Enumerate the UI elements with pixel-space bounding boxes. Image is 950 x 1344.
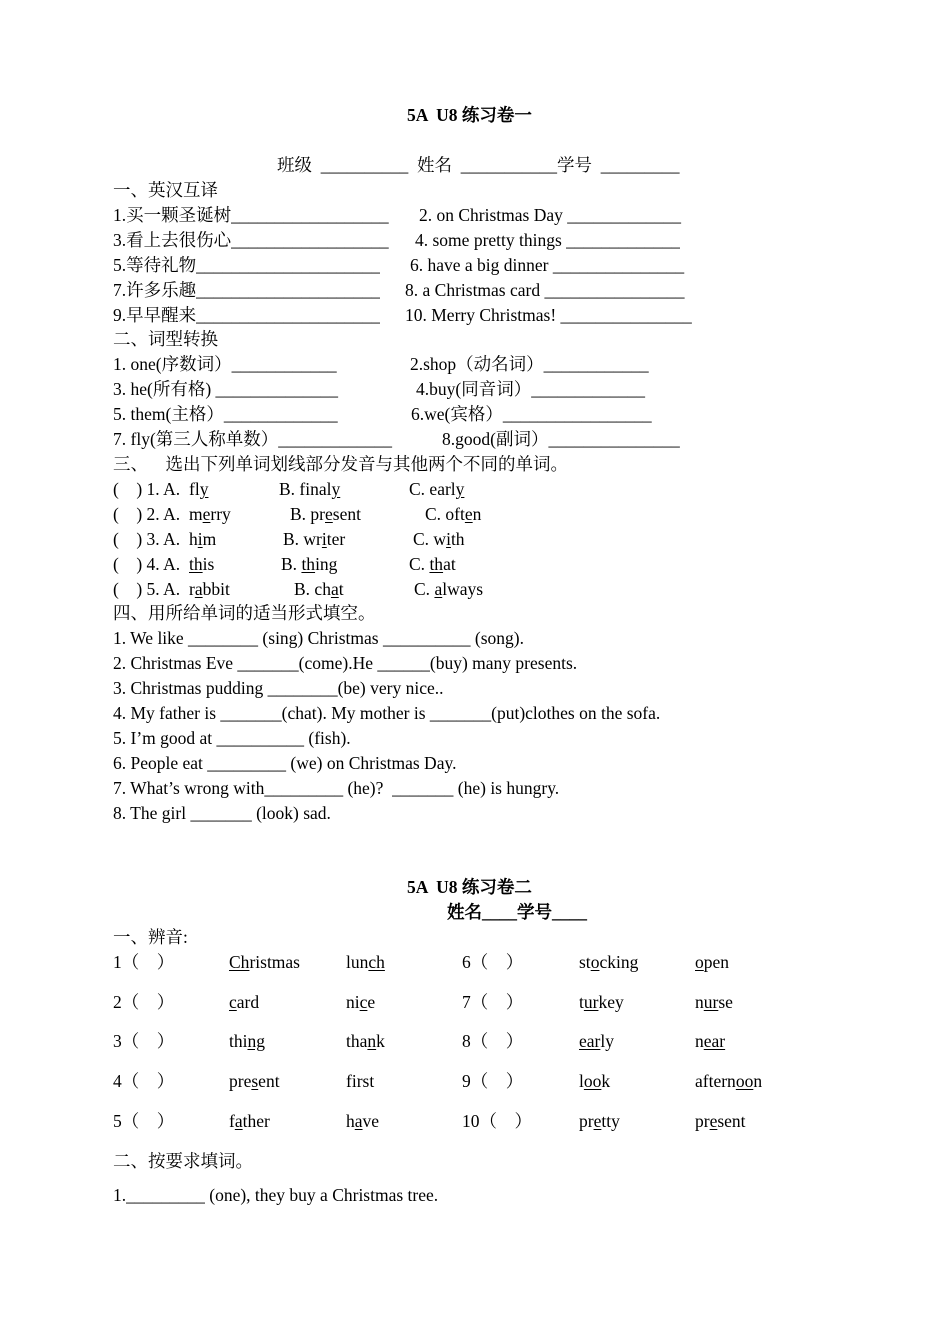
conversion-item: 1. one(序数词）____________ [113,354,341,374]
conversion-item: 6.we(宾格）_________________ [411,404,652,424]
option-a: this [189,554,215,574]
phonics-word: thank [346,1031,385,1051]
question-number: 7（ ） [462,992,524,1012]
fill-blank-item: 5. I’m good at __________ (fish). [113,728,351,748]
phonics-word: nurse [695,992,733,1012]
sheet2-sec1-heading: 一、辨音: [113,927,188,947]
translation-item: 8. a Christmas card ________________ [405,280,685,300]
option-c: C. with [413,529,465,549]
translation-item: 6. have a big dinner _______________ [410,255,685,275]
phonics-word: open [695,952,730,972]
translation-item: 2. on Christmas Day _____________ [419,205,682,225]
phonics-word: lunch [346,952,385,972]
sheet1-student-info: 班级 __________ 姓名 ___________学号 _________ [277,155,680,175]
phonics-word: early [579,1031,614,1051]
fill-blank-item: 1._________ (one), they buy a Christmas tree. [113,1185,439,1205]
phonics-word: afternoon [695,1071,763,1091]
phonics-word: nice [346,992,376,1012]
option-b: B. finaly [279,479,341,499]
fill-blank-item: 4. My father is _______(chat). My mother is _______(put)clothes on the sofa. [113,703,661,723]
sheet1-sec4-heading: 四、用所给单词的适当形式填空。 [113,603,376,623]
conversion-item: 2.shop（动名词）____________ [410,354,649,374]
conversion-item: 5. them(主格）_____________ [113,404,342,424]
conversion-item: 8.good(副词）_______________ [442,429,680,449]
option-a: merry [189,504,231,524]
question-number: ( ) 5. A. [113,579,185,599]
question-number: 4（ ） [113,1071,175,1091]
question-number: 10（ ） [462,1111,532,1131]
fill-blank-item: 8. The girl _______ (look) sad. [113,803,331,823]
question-number: ( ) 1. A. [113,479,185,499]
question-number: ( ) 2. A. [113,504,185,524]
question-number: 2（ ） [113,992,175,1012]
phonics-word: pretty [579,1111,620,1131]
fill-blank-item: 7. What’s wrong with_________ (he)? _______ (he) is hungry. [113,778,560,798]
phonics-word: present [229,1071,280,1091]
option-b: B. writer [283,529,346,549]
question-number: 3（ ） [113,1031,175,1051]
translation-item: 4. some pretty things _____________ [415,230,680,250]
option-a: fly [189,479,209,499]
phonics-word: look [579,1071,611,1091]
option-b: B. present [290,504,361,524]
phonics-word: Christmas [229,952,300,972]
question-number: ( ) 4. A. [113,554,185,574]
phonics-word: father [229,1111,270,1131]
sheet2-title: 5A U8 练习卷二 [407,877,532,897]
fill-blank-item: 6. People eat _________ (we) on Christmas Day. [113,753,457,773]
translation-item: 3.看上去很伤心__________________ [113,230,389,250]
fill-blank-item: 1. We like ________ (sing) Christmas __________ (song). [113,628,524,648]
sheet1-sec1-heading: 一、英汉互译 [113,180,218,200]
sheet1-title: 5A U8 练习卷一 [407,105,532,125]
option-c: C. always [414,579,484,599]
phonics-word: turkey [579,992,624,1012]
option-c: C. often [425,504,482,524]
conversion-item: 7. fly(第三人称单数）_____________ [113,429,397,449]
phonics-word: have [346,1111,380,1131]
conversion-item: 3. he(所有格) ______________ [113,379,343,399]
phonics-word: thing [229,1031,265,1051]
phonics-word: first [346,1071,375,1091]
sheet2-sec2-heading: 二、按要求填词。 [113,1151,253,1171]
translation-item: 10. Merry Christmas! _______________ [405,305,692,325]
conversion-item: 4.buy(同音词）_____________ [416,379,645,399]
phonics-word: present [695,1111,746,1131]
sheet1-sec3-heading: 三、 选出下列单词划线部分发音与其他两个不同的单词。 [113,454,568,474]
fill-blank-item: 3. Christmas pudding ________(be) very nice.. [113,678,444,698]
question-number: ( ) 3. A. [113,529,185,549]
phonics-word: card [229,992,260,1012]
sheet2-student-info: 姓名____学号____ [447,902,587,922]
question-number: 8（ ） [462,1031,524,1051]
option-c: C. early [409,479,465,499]
translation-item: 5.等待礼物_____________________ [113,255,385,275]
option-c: C. that [409,554,456,574]
translation-item: 7.许多乐趣_____________________ [113,280,380,300]
option-a: rabbit [189,579,230,599]
sheet1-sec2-heading: 二、词型转换 [113,329,218,349]
option-b: B. thing [281,554,338,574]
question-number: 6（ ） [462,952,524,972]
option-a: him [189,529,217,549]
translation-item: 1.买一颗圣诞树__________________ [113,205,393,225]
fill-blank-item: 2. Christmas Eve _______(come).He ______(buy) many presents. [113,653,578,673]
question-number: 9（ ） [462,1071,524,1091]
phonics-word: stocking [579,952,639,972]
question-number: 1（ ） [113,952,175,972]
translation-item: 9.早早醒来_____________________ [113,305,380,325]
option-b: B. chat [294,579,344,599]
question-number: 5（ ） [113,1111,175,1131]
phonics-word: near [695,1031,726,1051]
